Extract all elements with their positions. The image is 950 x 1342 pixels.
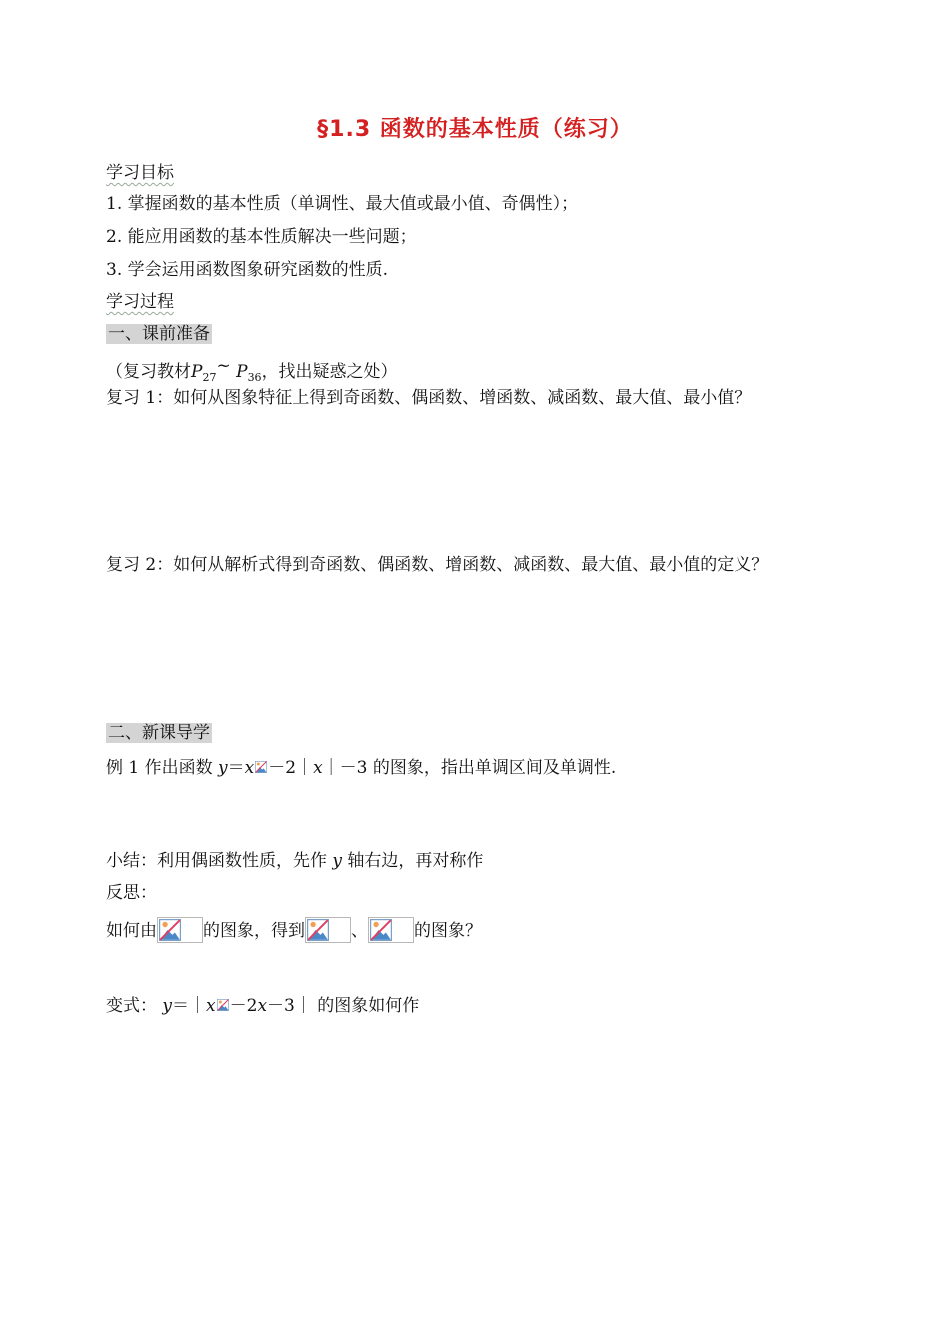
review-1: 复习 1：如何从图象特征上得到奇函数、偶函数、增函数、减函数、最大值、最小值？	[106, 388, 752, 408]
goal-item-3: 3. 学会运用函数图象研究函数的性质.	[106, 260, 389, 280]
summary: 小结：利用偶函数性质，先作 y 轴右边，再对称作	[106, 851, 484, 871]
page-title: §1.3 函数的基本性质（练习）	[317, 117, 633, 142]
variant: 变式： y＝｜x －2x－3｜ 的图象如何作	[106, 996, 420, 1016]
process-heading: 学习过程	[106, 292, 174, 312]
review-2: 复习 2：如何从解析式得到奇函数、偶函数、增函数、减函数、最大值、最小值的定义？	[106, 555, 769, 575]
reflection-question: 如何由 的图象，得到 、 的图象？	[106, 917, 482, 943]
goal-item-2: 2. 能应用函数的基本性质解决一些问题；	[106, 227, 417, 247]
goals-heading: 学习目标	[106, 163, 174, 183]
review-note: （复习教材$P_{27}\sim$ $P_{36}$，找出疑惑之处）	[106, 356, 398, 384]
broken-image-icon	[157, 917, 203, 943]
broken-image-icon	[216, 996, 230, 1014]
broken-image-icon	[254, 758, 268, 776]
broken-image-icon	[368, 917, 414, 943]
example-1: 例 1 作出函数 y＝x －2｜x｜－3 的图象，指出单调区间及单调性.	[106, 758, 617, 778]
goal-item-1: 1. 掌握函数的基本性质（单调性、最大值或最小值、奇偶性）；	[106, 194, 579, 214]
broken-image-icon	[305, 917, 351, 943]
reflection-label: 反思：	[106, 883, 157, 903]
section1-heading: 一、课前准备	[108, 324, 210, 344]
section2-heading: 二、新课导学	[108, 723, 210, 743]
